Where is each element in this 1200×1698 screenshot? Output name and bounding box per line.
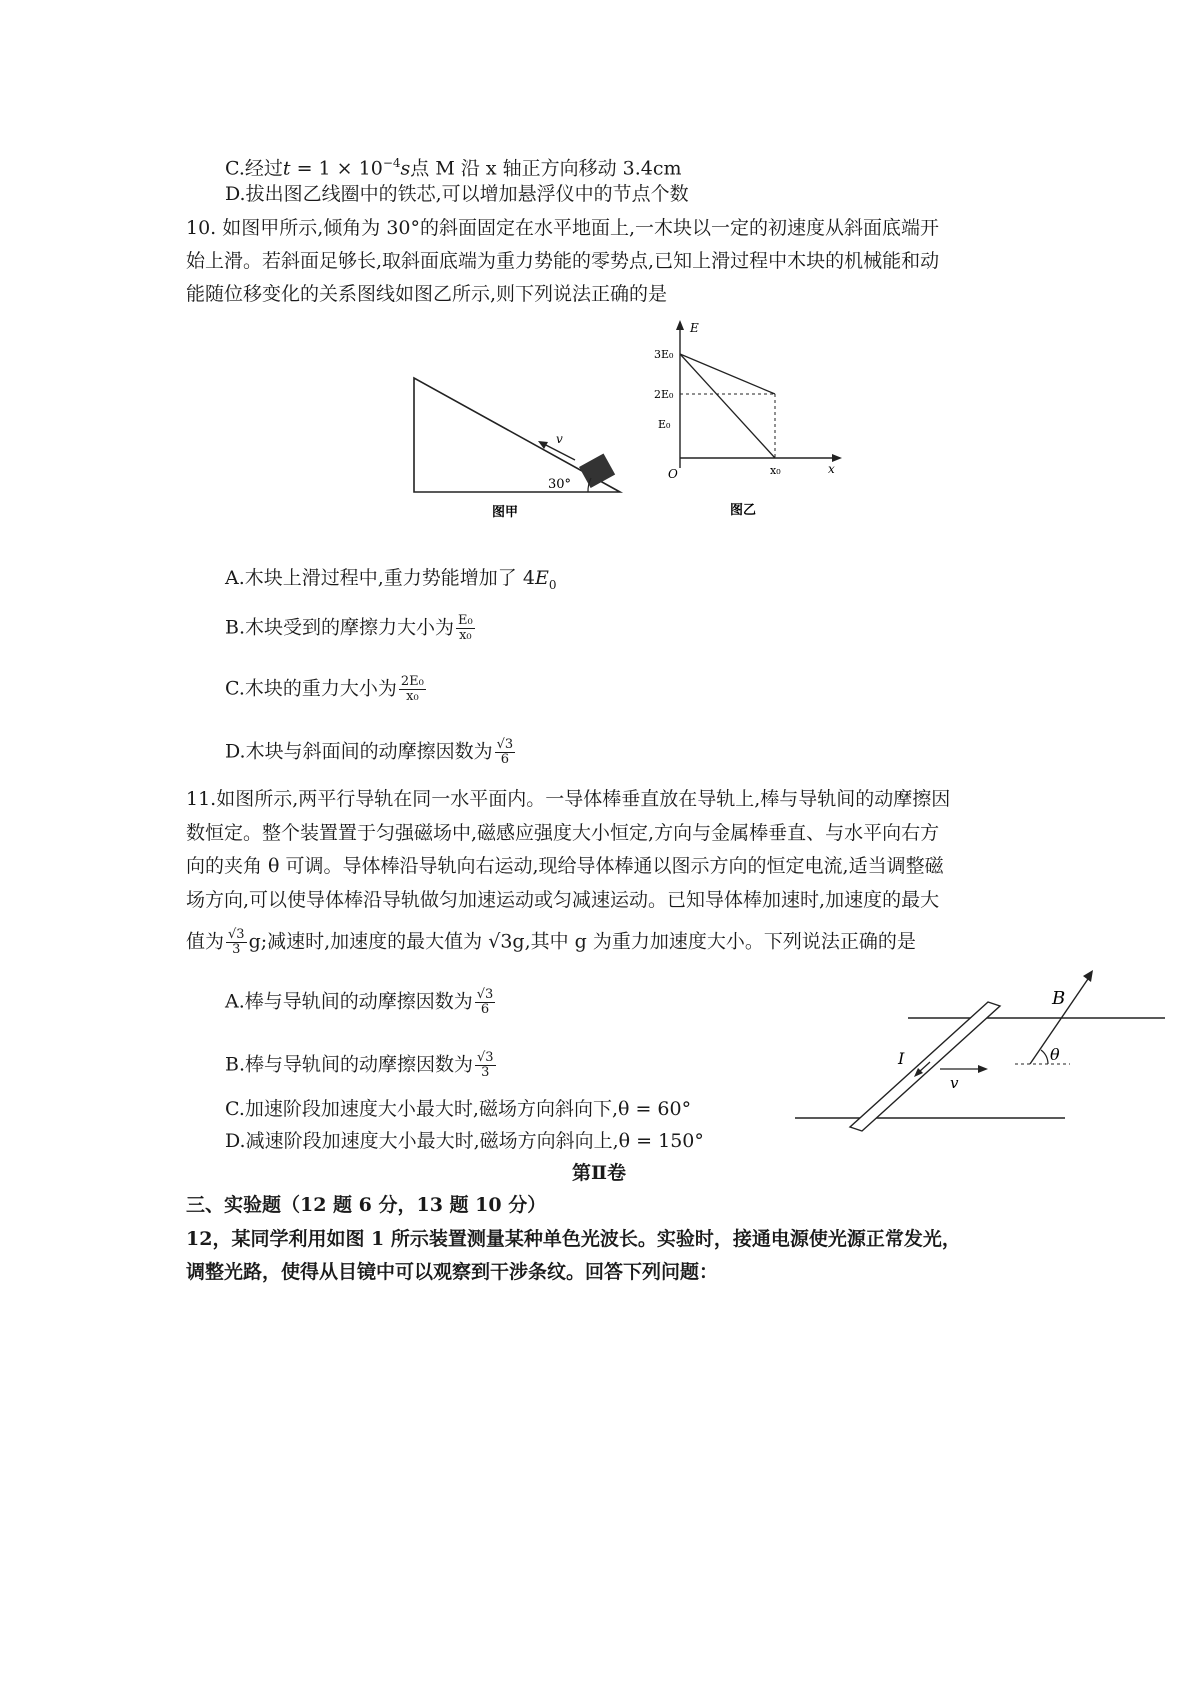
figure-jia-caption: 图甲 <box>492 505 519 520</box>
q10-option-a: A.木块上滑过程中,重力势能增加了 $4E_0$ <box>225 567 557 592</box>
q11-stem-line3: 向的夹角 θ 可调。导体棒沿导轨向右运动,现给导体棒通以图示方向的恒定电流,适当调整磁 <box>186 855 944 877</box>
field-label: B <box>1052 988 1066 1009</box>
q11-option-d: D.减速阶段加速度大小最大时,磁场方向斜向上,θ = 150° <box>225 1130 704 1152</box>
origin-label: O <box>668 467 678 481</box>
q10-option-b: B.木块受到的摩擦力大小为 $\frac{\text{E₀}}{\text{x₀}}$ <box>225 613 473 643</box>
rod-velocity-label: v <box>950 1074 959 1092</box>
q11-stem-line5: 值为 $\frac{√3}{3}$ g;减速时,加速度的最大值为 √3g,其中 g 为重力加速度大小。下列说法正确的是 <box>186 927 916 957</box>
q11-option-c: C.加速阶段加速度大小最大时,磁场方向斜向下,θ = 60° <box>225 1098 692 1120</box>
angle-theta-label: θ <box>1050 1045 1060 1064</box>
tick-x0: x₀ <box>770 464 781 477</box>
q10-stem-line2: 始上滑。若斜面足够长,取斜面底端为重力势能的零势点,已知上滑过程中木块的机械能和动 <box>186 250 940 272</box>
y-axis-label: E <box>690 321 699 335</box>
q10-option-d: D.木块与斜面间的动摩擦因数为 $\frac{√3}{6}$ <box>225 737 514 767</box>
q10-stem-line3: 能随位移变化的关系图线如图乙所示,则下列说法正确的是 <box>186 283 668 305</box>
section-three-heading: 三、实验题（12 题 6 分，13 题 10 分） <box>186 1194 547 1216</box>
q11-stem-line1: 11.如图所示,两平行导轨在同一水平面内。一导体棒垂直放在导轨上,棒与导轨间的动摩擦因 <box>186 788 951 810</box>
q11-figure-rails <box>790 968 1170 1138</box>
mechanical-energy-line <box>680 354 775 394</box>
wooden-block <box>579 453 615 488</box>
q11-stem-line4: 场方向,可以使导体棒沿导轨做匀加速运动或匀减速运动。已知导体棒加速时,加速度的最大 <box>186 889 940 911</box>
part-two-heading: 第Ⅱ卷 <box>572 1162 627 1184</box>
tick-e0: E₀ <box>658 418 671 431</box>
kinetic-energy-line <box>680 354 775 458</box>
x-axis-label: x <box>828 462 835 476</box>
q12-stem-line2: 调整光路，使得从目镜中可以观察到干涉条纹。回答下列问题： <box>186 1261 719 1283</box>
q10-stem-line1: 10. 如图甲所示,倾角为 30°的斜面固定在水平地面上,一木块以一定的初速度从斜面底端开 <box>186 217 940 239</box>
q9-option-d: D.拔出图乙线圈中的铁芯,可以增加悬浮仪中的节点个数 <box>225 183 689 205</box>
tick-2e0: 2E₀ <box>654 388 674 401</box>
q12-stem-line1: 12，某同学利用如图 1 所示装置测量某种单色光波长。实验时，接通电源使光源正常发光， <box>186 1228 961 1250</box>
tick-3e0: 3E₀ <box>654 348 674 361</box>
q9-option-c: C.经过$t = 1 \times 10^{-4}s$点 M 沿 x 轴正方向移动 3.4cm <box>225 156 682 180</box>
q10-option-c: C.木块的重力大小为 $\frac{\text{2E₀}}{\text{x₀}}$ <box>225 674 424 704</box>
velocity-label: v <box>556 432 563 446</box>
current-label: I <box>898 1049 905 1068</box>
q11-stem-line2: 数恒定。整个装置置于匀强磁场中,磁感应强度大小恒定,方向与金属棒垂直、与水平向右方 <box>186 822 940 844</box>
figure-yi-caption: 图乙 <box>730 503 757 518</box>
q10-figure-incline <box>400 360 640 520</box>
q11-option-a: A.棒与导轨间的动摩擦因数为 $\frac{√3}{6}$ <box>225 987 494 1017</box>
angle-label: 30° <box>548 477 572 492</box>
q11-option-b: B.棒与导轨间的动摩擦因数为 $\frac{√3}{3}$ <box>225 1050 494 1080</box>
q10-figure-graph <box>650 318 860 518</box>
